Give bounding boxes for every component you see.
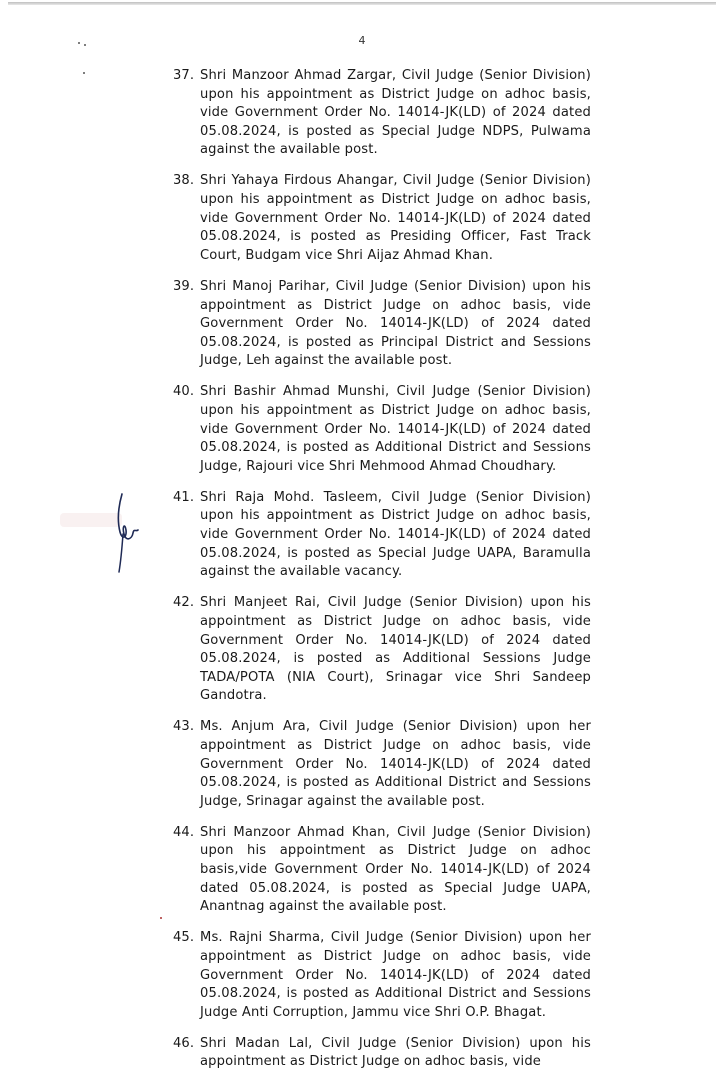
page-number: 4 xyxy=(358,34,366,47)
item-text: Shri Manoj Parihar, Civil Judge (Senior Division) upon his appointment as District Judge on adhoc basis, vide Government Order No. 14014-JK(LD) of 2024 dated 05.08.2024, is posted as Principal District and Sessions Judge, Leh against the available post. xyxy=(200,278,591,369)
list-item xyxy=(173,383,591,476)
item-number: 46. xyxy=(173,1035,195,1051)
scan-top-edge xyxy=(8,2,716,5)
list-item xyxy=(173,594,591,706)
item-text: Shri Manzoor Ahmad Khan, Civil Judge (Senior Division) upon his appointment as District Judge on adhoc basis,vide Government Order No. 14014-JK(LD) of 2024 dated 05.08.2024, is posted as Special Judge UAPA, Anantnag against the available post. xyxy=(200,824,591,915)
list-item xyxy=(173,278,591,371)
item-number: 45. xyxy=(173,930,195,946)
item-text: Shri Yahaya Firdous Ahangar, Civil Judge (Senior Division) upon his appointment as District Judge on adhoc basis, vide Government Order No. 14014-JK(LD) of 2024 dated 05.08.2024, is posted as Presiding Officer, Fast Track Court, Budgam vice Shri Aijaz Ahmad Khan. xyxy=(200,173,591,263)
item-number: 38. xyxy=(173,173,195,189)
list-item xyxy=(173,718,591,811)
item-number: 40. xyxy=(173,384,195,400)
item-number: 37. xyxy=(173,68,195,83)
scan-speck xyxy=(160,917,162,919)
list-item xyxy=(173,929,591,1022)
handwritten-signature xyxy=(108,490,144,574)
item-number: 43. xyxy=(173,719,195,735)
list-item xyxy=(173,172,591,265)
posting-order-list xyxy=(173,67,591,1085)
item-text: Shri Madan Lal, Civil Judge (Senior Division) upon his appointment as District Judge on adhoc basis, vide xyxy=(200,1035,591,1070)
scan-speck xyxy=(84,44,86,46)
item-text: Shri Bashir Ahmad Munshi, Civil Judge (Senior Division) upon his appointment as District Judge on adhoc basis, vide Government Order No. 14014-JK(LD) of 2024 dated 05.08.2024, is posted as Additional District and Sessions Judge, Rajouri vice Shri Mehmood Ahmad Choudhary. xyxy=(200,384,591,474)
scan-speck xyxy=(83,72,85,74)
item-text: Shri Raja Mohd. Tasleem, Civil Judge (Senior Division) upon his appointment as District Judge on adhoc basis, vide Government Order No. 14014-JK(LD) of 2024 dated 05.08.2024, is posted as Special Judge UAPA, Baramulla against the available vacancy. xyxy=(200,489,591,580)
list-item xyxy=(173,67,591,160)
item-number: 42. xyxy=(173,595,195,611)
item-number: 41. xyxy=(173,489,195,505)
scan-speck xyxy=(78,42,80,44)
item-text: Ms. Rajni Sharma, Civil Judge (Senior Division) upon her appointment as District Judge on adhoc basis, vide Government Order No. 14014-JK(LD) of 2024 dated 05.08.2024, is posted as Additional District and Sessions Judge Anti Corruption, Jammu vice Shri O.P. Bhagat. xyxy=(200,930,591,1020)
list-item xyxy=(173,1035,591,1072)
item-number: 39. xyxy=(173,278,195,294)
item-text: Ms. Anjum Ara, Civil Judge (Senior Division) upon her appointment as District Judge on adhoc basis, vide Government Order No. 14014-JK(LD) of 2024 dated 05.08.2024, is posted as Additional District and Sessions Judge, Srinagar against the available post. xyxy=(200,719,591,809)
item-number: 44. xyxy=(173,824,195,840)
item-text: Shri Manzoor Ahmad Zargar, Civil Judge (Senior Division) upon his appointment as District Judge on adhoc basis, vide Government Order No. 14014-JK(LD) of 2024 dated 05.08.2024, is posted as Special Judge NDPS, Pulwama against the available post. xyxy=(200,68,591,158)
list-item xyxy=(173,824,591,917)
list-item xyxy=(173,489,591,582)
item-text: Shri Manjeet Rai, Civil Judge (Senior Division) upon his appointment as District Judge on adhoc basis, vide Government Order No. 14014-JK(LD) of 2024 dated 05.08.2024, is posted as Additional Sessions Judge TADA/POTA (NIA Court), Srinagar vice Shri Sandeep Gandotra. xyxy=(200,595,591,704)
